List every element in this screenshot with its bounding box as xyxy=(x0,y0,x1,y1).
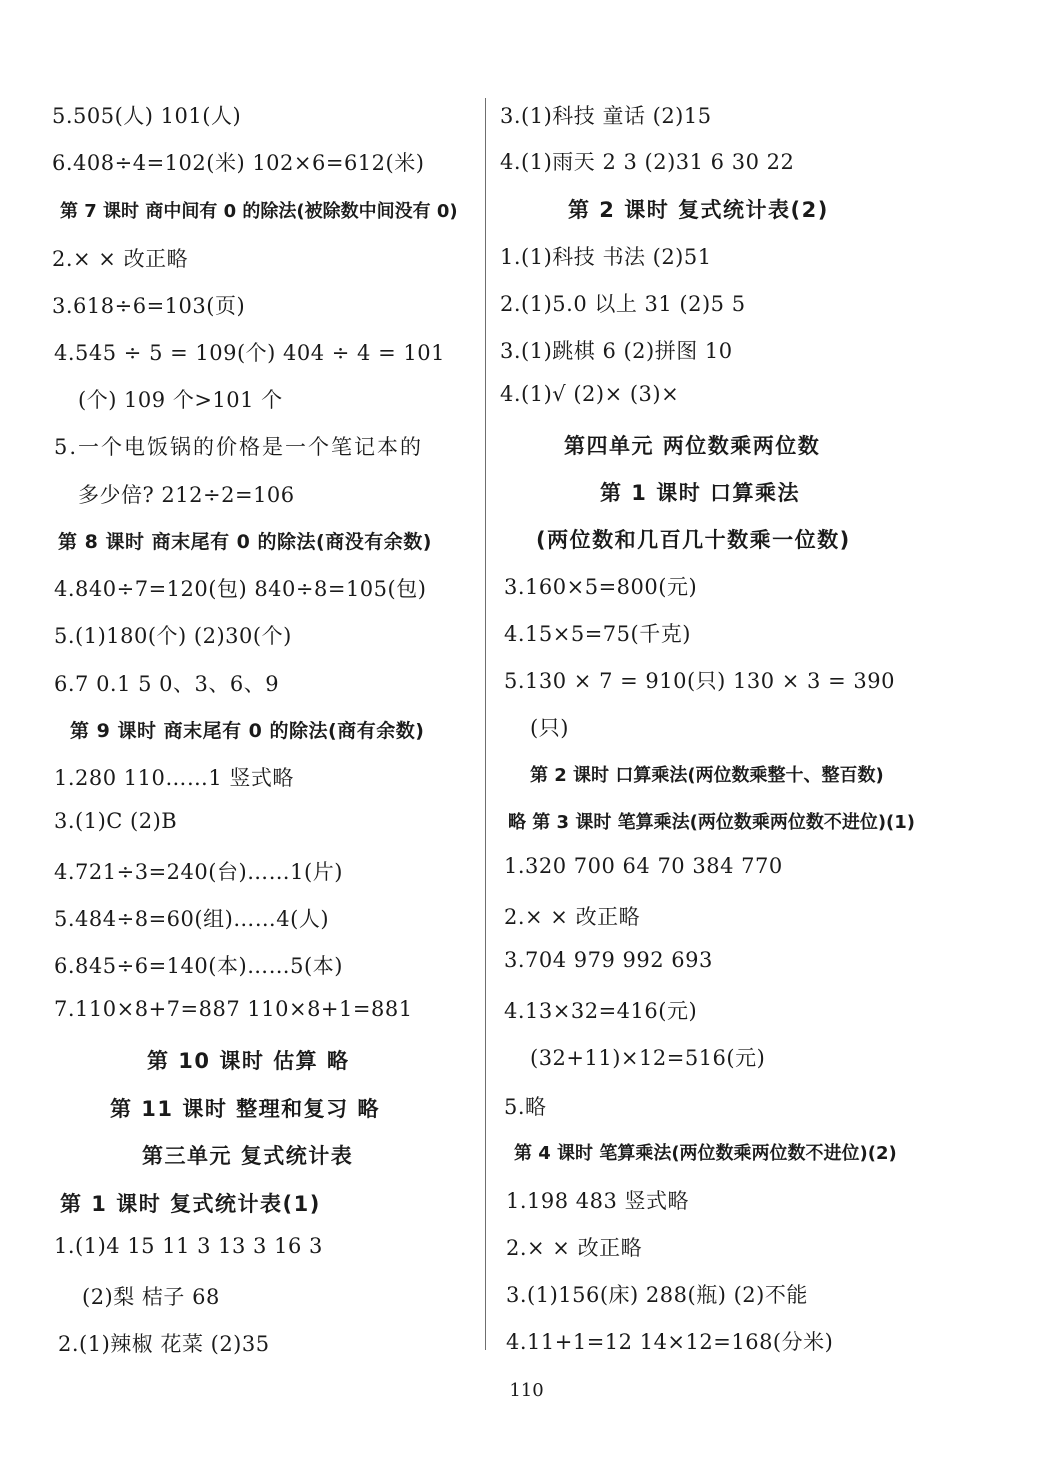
answer-line: 1.280 110……1 竖式略 xyxy=(54,766,294,790)
answer-line: 2.× × 改正略 xyxy=(504,905,641,929)
page-number: 110 xyxy=(509,1380,544,1401)
lesson-heading: 第 11 课时 整理和复习 略 xyxy=(110,1097,380,1121)
answer-line: 3.618÷6=103(页) xyxy=(52,294,246,318)
answer-line: 3.(1)跳棋 6 (2)拼图 10 xyxy=(500,339,733,363)
answer-line: (2)梨 桔子 68 xyxy=(82,1285,220,1309)
answer-line: 4.545 ÷ 5 = 109(个) 404 ÷ 4 = 101 xyxy=(54,341,445,365)
lesson-heading: 第 9 课时 商末尾有 0 的除法(商有余数) xyxy=(70,720,425,742)
answer-line: 2.× × 改正略 xyxy=(506,1236,643,1260)
answer-line: (个) 109 个>101 个 xyxy=(78,388,283,412)
unit-heading: 第三单元 复式统计表 xyxy=(142,1144,354,1168)
answer-line: 5.130 × 7 = 910(只) 130 × 3 = 390 xyxy=(504,669,895,693)
answer-line: 4.15×5=75(千克) xyxy=(504,622,691,646)
lesson-heading: 第 1 课时 复式统计表(1) xyxy=(60,1192,321,1216)
column-divider xyxy=(485,98,486,1350)
answer-line: 1.(1)4 15 11 3 13 3 16 3 xyxy=(54,1234,323,1258)
answer-line: 4.11+1=12 14×12=168(分米) xyxy=(506,1330,834,1354)
answer-line: 6.845÷6=140(本)……5(本) xyxy=(54,954,343,978)
answer-line: 3.704 979 992 693 xyxy=(504,948,713,972)
unit-heading: 第四单元 两位数乘两位数 xyxy=(564,434,821,458)
lesson-heading: 略 第 3 课时 笔算乘法(两位数乘两位数不进位)(1) xyxy=(508,812,916,833)
answer-line: 3.160×5=800(元) xyxy=(504,575,698,599)
answer-line: 6.7 0.1 5 0、3、6、9 xyxy=(54,672,280,696)
lesson-subheading: (两位数和几百几十数乘一位数) xyxy=(536,528,851,552)
answer-line: 7.110×8+7=887 110×8+1=881 xyxy=(54,997,413,1021)
answer-line: 1.320 700 64 70 384 770 xyxy=(504,854,783,878)
answer-line: 4.(1)雨天 2 3 (2)31 6 30 22 xyxy=(500,150,795,174)
answer-line: 3.(1)科技 童话 (2)15 xyxy=(500,104,712,128)
answer-line: 5.(1)180(个) (2)30(个) xyxy=(54,624,292,648)
answer-line: 4.(1)√ (2)× (3)× xyxy=(500,382,680,406)
answer-line: 5.484÷8=60(组)……4(人) xyxy=(54,907,330,931)
answer-line: 1.198 483 竖式略 xyxy=(506,1189,690,1213)
answer-line: 2.(1)5.0 以上 31 (2)5 5 xyxy=(500,292,746,316)
lesson-heading: 第 4 课时 笔算乘法(两位数乘两位数不进位)(2) xyxy=(514,1143,897,1164)
answer-line: 多少倍? 212÷2=106 xyxy=(78,483,295,507)
lesson-heading: 第 8 课时 商末尾有 0 的除法(商没有余数) xyxy=(58,531,432,553)
answer-line: 3.(1)156(床) 288(瓶) (2)不能 xyxy=(506,1283,808,1307)
answer-line: 1.(1)科技 书法 (2)51 xyxy=(500,245,712,269)
answer-line: 4.840÷7=120(包) 840÷8=105(包) xyxy=(54,577,427,601)
answer-line: 5.略 xyxy=(504,1095,547,1119)
lesson-heading: 第 7 课时 商中间有 0 的除法(被除数中间没有 0) xyxy=(60,201,458,222)
lesson-heading: 第 2 课时 口算乘法(两位数乘整十、整百数) xyxy=(530,765,884,786)
answer-line: 5.505(人) 101(人) xyxy=(52,104,242,128)
answer-line: (只) xyxy=(530,716,569,740)
answer-line: 3.(1)C (2)B xyxy=(54,809,178,833)
answer-line: 4.13×32=416(元) xyxy=(504,999,698,1023)
lesson-heading: 第 1 课时 口算乘法 xyxy=(600,481,801,505)
answer-line: 4.721÷3=240(台)……1(片) xyxy=(54,860,343,884)
answer-line: 6.408÷4=102(米) 102×6=612(米) xyxy=(52,151,425,175)
answer-line: 2.× × 改正略 xyxy=(52,247,189,271)
lesson-heading: 第 2 课时 复式统计表(2) xyxy=(568,198,829,222)
answer-line: 5.一个电饭锅的价格是一个笔记本的 xyxy=(54,435,424,459)
answer-line: (32+11)×12=516(元) xyxy=(530,1046,766,1070)
lesson-heading: 第 10 课时 估算 略 xyxy=(147,1049,350,1073)
answer-line: 2.(1)辣椒 花菜 (2)35 xyxy=(58,1332,270,1356)
